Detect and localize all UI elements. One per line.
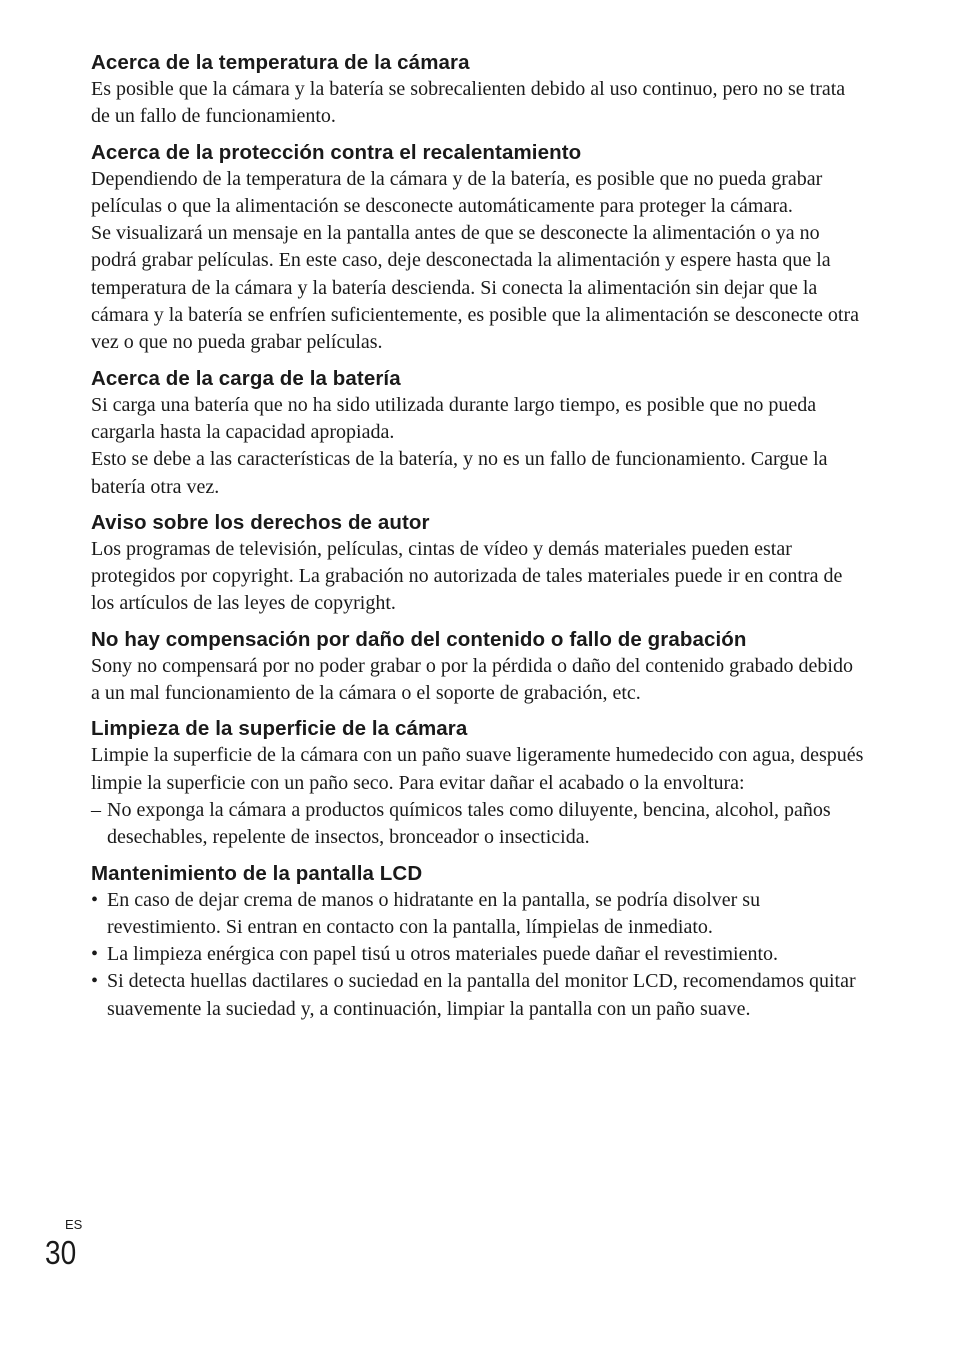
section-heading: Acerca de la carga de la batería	[91, 366, 401, 390]
footer-language-code: ES	[65, 1217, 83, 1232]
bullet-marker: •	[91, 888, 99, 911]
bullet-marker: •	[91, 943, 99, 966]
document-body	[91, 50, 866, 1032]
section-paragraph: Se visualizará un mensaje en la pantalla antes de que se desconecte la alimentación o ya no podrá grabar películas. En este caso, deje desconectada la alimentación y espere hasta que la temperatura de la cámara y la batería descienda. Si conecta la alimentación sin dejar que la cámara y la batería se enfríen suficientemente, es posible que la alimentación se desconecte otra vez o que no pueda grabar películas.	[91, 222, 859, 354]
section-heading: Acerca de la temperatura de la cámara	[91, 51, 470, 74]
dash-marker: –	[91, 798, 101, 821]
section-paragraph: Si carga una batería que no ha sido utilizada durante largo tiempo, es posible que no pueda cargarla hasta la capacidad apropiada.	[91, 393, 817, 443]
section-camera-temperature	[91, 50, 866, 131]
section-paragraph: Los programas de televisión, películas, cintas de vídeo y demás materiales pueden estar protegidos por copyright. La grabación no autorizada de tales materiales puede ir en contra de los artículos de las leyes de copyright.	[91, 537, 843, 615]
bullet-list-item	[91, 968, 866, 1023]
section-paragraph: Dependiendo de la temperatura de la cámara y de la batería, es posible que no pueda grabar películas o que la alimentación se desconecte automáticamente para proteger la cámara.	[91, 167, 823, 217]
section-heading: No hay compensación por daño del contenido o fallo de grabación	[91, 627, 747, 651]
footer-page-number: 30	[45, 1234, 77, 1271]
section-copyright-notice	[91, 510, 866, 618]
section-paragraph: Limpie la superficie de la cámara con un paño suave ligeramente humedecido con agua, después limpie la superficie con un paño seco. Para evitar dañar el acabado o la envoltura:	[91, 744, 864, 794]
bullet-item-text: Si detecta huellas dactilares o suciedad en la pantalla del monitor LCD, recomendamos quitar suavemente la suciedad y, a continuación, limpiar la pantalla con un paño suave.	[107, 970, 856, 1020]
section-surface-cleaning	[91, 716, 866, 851]
section-lcd-maintenance	[91, 861, 866, 1023]
bullet-item-text: En caso de dejar crema de manos o hidratante en la pantalla, se podría disolver su revestimiento. Si entran en contacto con la pantalla, límpielas de inmediato.	[107, 888, 761, 938]
section-paragraph: Es posible que la cámara y la batería se sobrecalienten debido al uso continuo, pero no se trata de un fallo de funcionamiento.	[91, 78, 846, 128]
section-heading: Limpieza de la superficie de la cámara	[91, 717, 468, 741]
section-paragraph: Esto se debe a las características de la batería, y no es un fallo de funcionamiento. Cargue la batería otra vez.	[91, 448, 828, 498]
dash-list-item	[91, 797, 866, 852]
section-heading: Aviso sobre los derechos de autor	[91, 510, 430, 534]
section-paragraph: Sony no compensará por no poder grabar o por la pérdida o daño del contenido grabado debido a un mal funcionamiento de la cámara o el soporte de grabación, etc.	[91, 654, 853, 705]
bullet-marker: •	[91, 970, 99, 993]
dash-item-text: No exponga la cámara a productos químicos tales como diluyente, bencina, alcohol, paños desechables, repelente de insectos, bronceador o insecticida.	[107, 798, 831, 849]
bullet-list-item	[91, 941, 866, 968]
section-heading: Acerca de la protección contra el recalentamiento	[91, 140, 582, 164]
section-no-compensation	[91, 627, 866, 708]
section-heading: Mantenimiento de la pantalla LCD	[91, 861, 423, 885]
bullet-item-text: La limpieza enérgica con papel tisú u otros materiales puede dañar el revestimiento.	[107, 943, 779, 966]
section-battery-charging	[91, 366, 866, 501]
bullet-list-item	[91, 887, 866, 942]
section-overheat-protection	[91, 140, 866, 357]
